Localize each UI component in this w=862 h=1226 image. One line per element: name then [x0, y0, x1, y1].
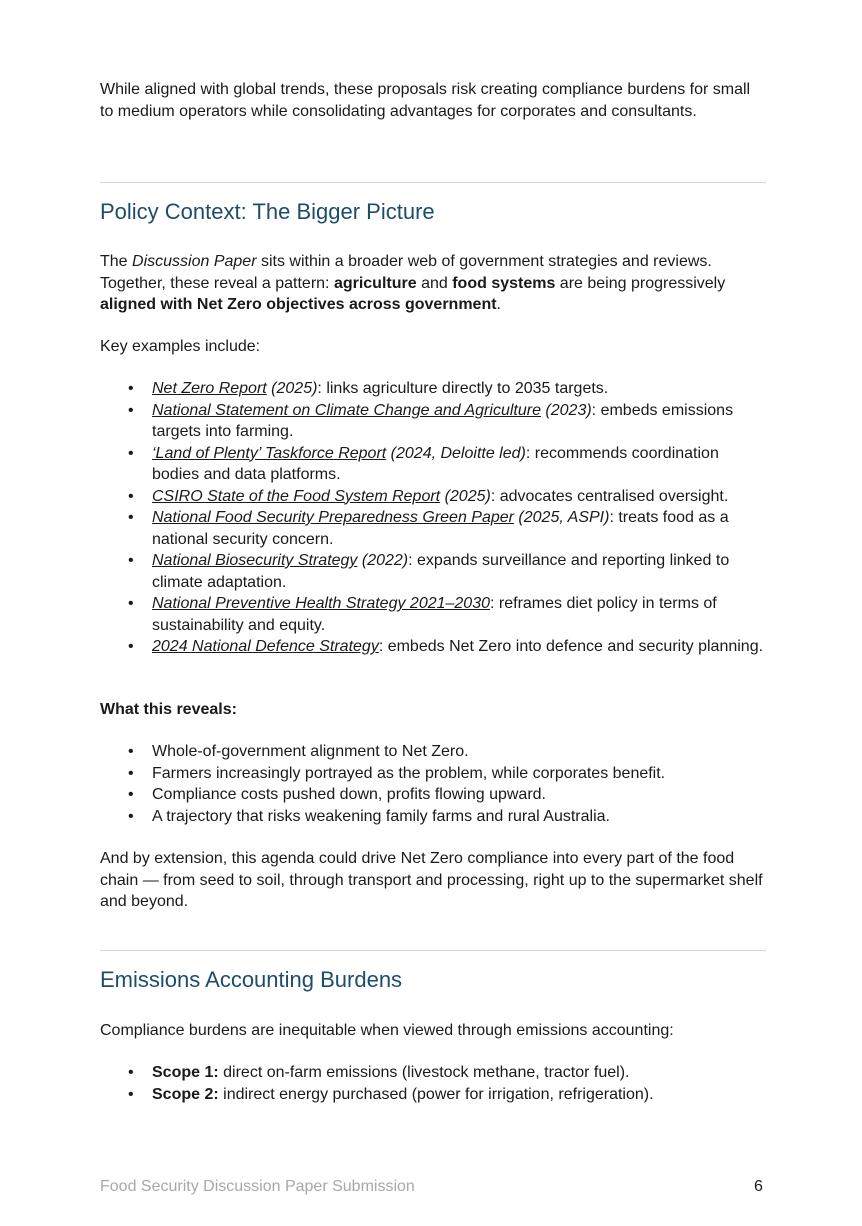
section-divider: [100, 182, 766, 183]
list-item: • 2024 National Defence Strategy: embeds Net Zero into defence and security planning.: [128, 638, 764, 655]
section-heading-policy-context: Policy Context: The Bigger Picture: [100, 199, 435, 224]
reveals-heading: What this reveals:: [100, 701, 237, 718]
list-item: • National Preventive Health Strategy 2021–2030: reframes diet policy in terms of sustainability and equity.: [128, 595, 717, 634]
scopes-list: [100, 1062, 766, 1105]
list-item: • National Statement on Climate Change and Agriculture (2023): embeds emissions targets into farming.: [128, 401, 734, 440]
footer-title: Food Security Discussion Paper Submission: [100, 1178, 415, 1195]
list-item: • National Food Security Preparedness Green Paper (2025, ASPI): treats food as a national security concern.: [128, 509, 729, 548]
list-item: • ‘Land of Plenty’ Taskforce Report (2024, Deloitte led): recommends coordination bodies and data platforms.: [128, 444, 719, 483]
reference-link[interactable]: National Preventive Health Strategy 2021–2030: [152, 595, 490, 612]
list-item: • A trajectory that risks weakening family farms and rural Australia.: [128, 807, 610, 825]
list-item: • Farmers increasingly portrayed as the problem, while corporates benefit.: [128, 764, 666, 782]
section-divider: [100, 950, 766, 951]
intro-paragraph: While aligned with global trends, these proposals risk creating compliance burdens for small to medium operators while consolidating advantages for corporates and consultants.: [100, 81, 751, 120]
reference-link[interactable]: National Statement on Climate Change and Agriculture: [152, 401, 541, 419]
list-item: • Net Zero Report (2025): links agriculture directly to 2035 targets.: [128, 380, 609, 397]
reference-link[interactable]: Net Zero Report: [152, 380, 267, 397]
list-item: • Scope 2: indirect energy purchased (power for irrigation, refrigeration).: [128, 1085, 654, 1103]
reference-link[interactable]: National Food Security Preparedness Green Paper: [152, 509, 514, 526]
reference-link[interactable]: CSIRO State of the Food System Report: [152, 487, 441, 505]
key-examples-intro: Key examples include:: [100, 338, 261, 355]
key-examples-list: [100, 378, 766, 658]
emissions-intro: Compliance burdens are inequitable when viewed through emissions accounting:: [100, 1022, 674, 1039]
list-item: • Scope 1: direct on-farm emissions (livestock methane, tractor fuel).: [128, 1064, 630, 1081]
list-item: • National Biosecurity Strategy (2022): expands surveillance and reporting linked to climate adaptation.: [128, 552, 730, 591]
reveals-list: [100, 741, 766, 827]
closing-paragraph: And by extension, this agenda could drive Net Zero compliance into every part of the food chain — from seed to soil, through transport and processing, right up to the supermarket shelf and beyond.: [100, 850, 763, 910]
list-item: • Compliance costs pushed down, profits flowing upward.: [128, 786, 546, 803]
reference-link[interactable]: 2024 National Defence Strategy: [152, 638, 379, 655]
policy-paragraph: The Discussion Paper sits within a broader web of government strategies and reviews. Together, these reveal a pattern: agriculture and food systems are being progressively aligned with Net Zero objectives across government.: [100, 253, 726, 313]
section-heading-emissions: Emissions Accounting Burdens: [100, 967, 403, 992]
reference-link[interactable]: ‘Land of Plenty’ Taskforce Report: [152, 444, 387, 462]
reference-link[interactable]: National Biosecurity Strategy: [152, 552, 358, 569]
page-number: 6: [754, 1178, 763, 1195]
list-item: • Whole-of-government alignment to Net Zero.: [128, 743, 469, 760]
list-item: • CSIRO State of the Food System Report (2025): advocates centralised oversight.: [128, 487, 729, 505]
